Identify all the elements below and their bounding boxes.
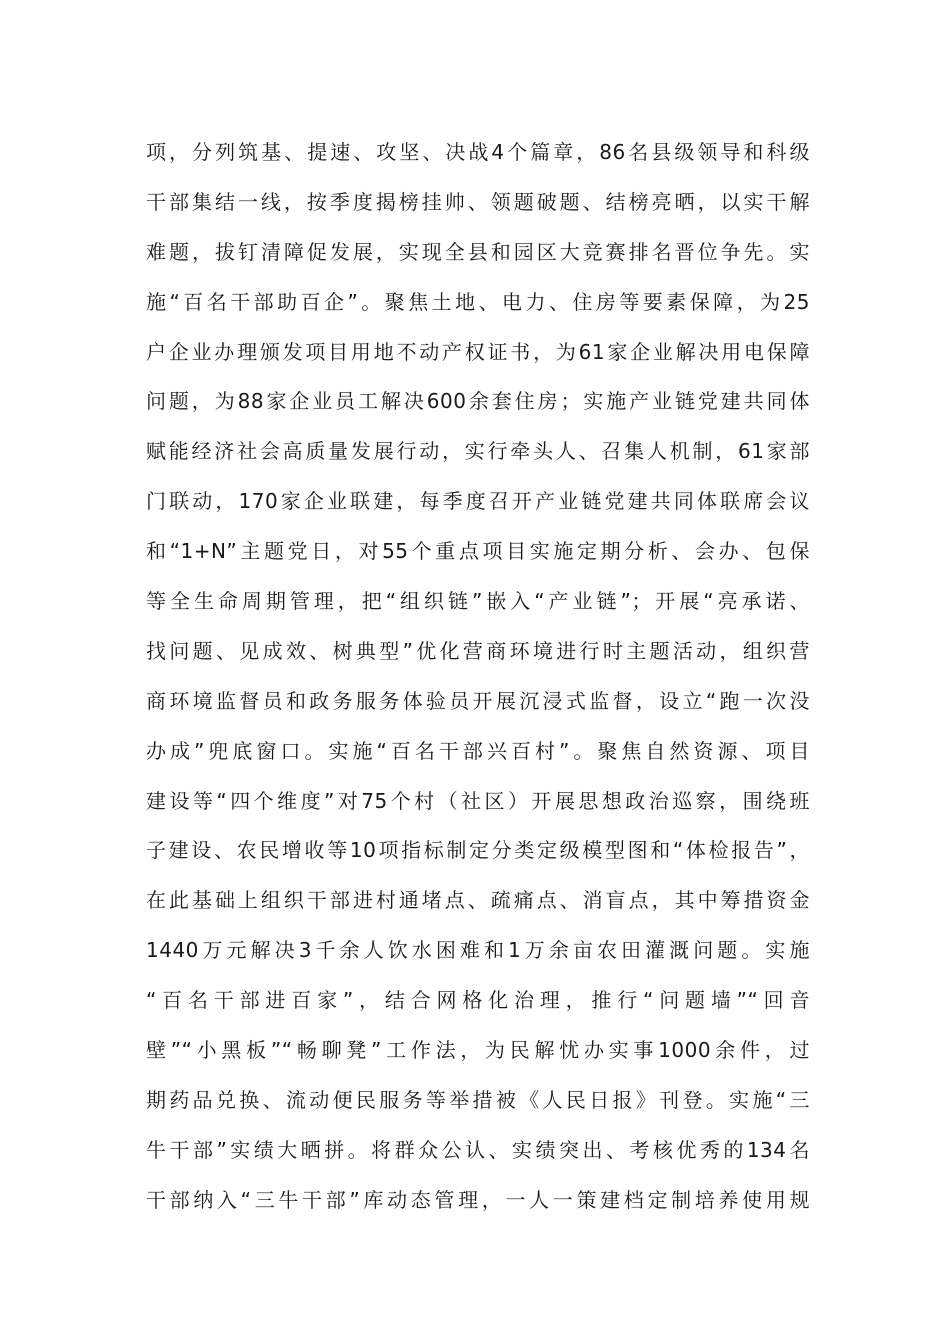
text-line: 施“百名干部助百企”。聚焦土地、电力、住房等要素保障，为25 — [146, 289, 810, 314]
text-line: “百名干部进百家”，结合网格化治理，推行“问题墙”“回音 — [146, 988, 810, 1013]
text-line: 难题，拔钉清障促发展，实现全县和园区大竞赛排名晋位争先。实 — [146, 239, 810, 264]
text-line: 干部纳入“三牛干部”库动态管理，一人一策建档定制培养使用规 — [146, 1187, 810, 1212]
text-line: 赋能经济社会高质量发展行动，实行牵头人、召集人机制，61家部 — [146, 439, 810, 464]
text-line: 办成”兜底窗口。实施“百名干部兴百村”。聚焦自然资源、项目 — [146, 738, 810, 763]
body-text — [146, 128, 810, 1226]
text-line: 1440万元解决3千余人饮水困难和1万余亩农田灌溉问题。实施 — [146, 938, 810, 963]
text-line: 问题，为88家企业员工解决600余套住房；实施产业链党建共同体 — [146, 389, 810, 414]
text-line: 在此基础上组织干部进村通堵点、疏痛点、消盲点，其中筹措资金 — [146, 888, 810, 913]
text-line: 户企业办理颁发项目用地不动产权证书，为61家企业解决用电保障 — [146, 339, 810, 364]
text-line: 商环境监督员和政务服务体验员开展沉浸式监督，设立“跑一次没 — [146, 688, 810, 713]
text-line: 门联动，170家企业联建，每季度召开产业链党建共同体联席会议 — [146, 489, 810, 514]
text-line: 项，分列筑基、提速、攻坚、决战4个篇章，86名县级领导和科级 — [146, 140, 810, 164]
text-line: 期药品兑换、流动便民服务等举措被《人民日报》刊登。实施“三 — [146, 1087, 810, 1112]
text-line: 等全生命周期管理，把“组织链”嵌入“产业链”；开展“亮承诺、 — [146, 589, 810, 614]
text-line: 找问题、见成效、树典型”优化营商环境进行时主题活动，组织营 — [146, 638, 810, 663]
text-line: 壁”“小黑板”“畅聊凳”工作法，为民解忧办实事1000余件，过 — [146, 1038, 810, 1063]
text-line: 干部集结一线，按季度揭榜挂帅、领题破题、结榜亮晒，以实干解 — [146, 189, 810, 214]
text-line: 牛干部”实绩大晒拼。将群众公认、实绩突出、考核优秀的134名 — [146, 1137, 810, 1162]
text-line: 建设等“四个维度”对75个村（社区）开展思想政治巡察，围绕班 — [146, 788, 810, 813]
text-line: 子建设、农民增收等10项指标制定分类定级模型图和“体检报告”， — [146, 838, 810, 863]
text-line: 和“1+N”主题党日，对55个重点项目实施定期分析、会办、包保 — [146, 539, 810, 564]
